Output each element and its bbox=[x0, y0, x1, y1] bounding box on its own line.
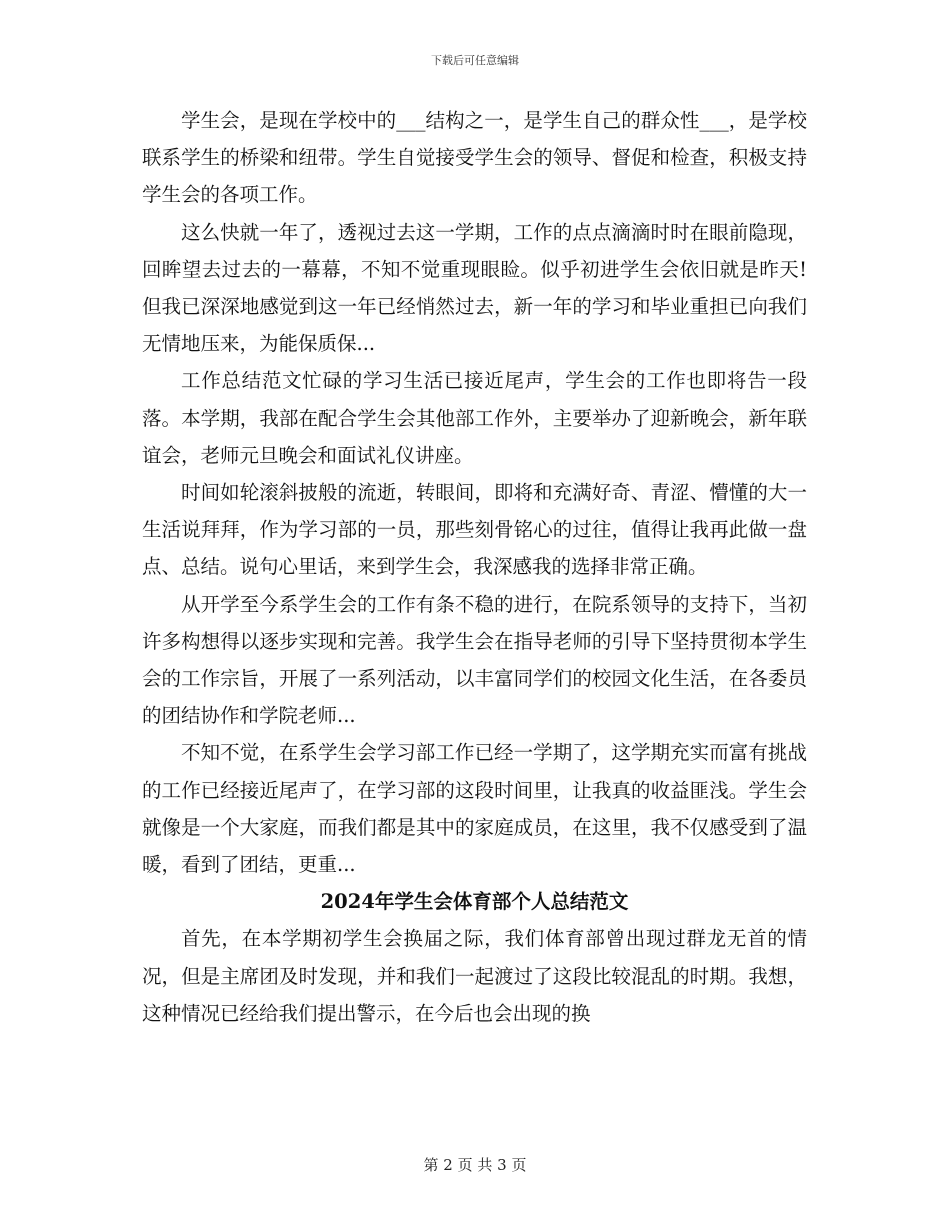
section-title: 2024年学生会体育部个人总结范文 bbox=[320, 890, 629, 914]
paragraph-2: 这么快就一年了，透视过去这一学期，工作的点点滴滴时时在眼前隐现，回眸望去过去的一幕幕，不知不觉重现眼睑。似乎初进学生会依旧就是昨天!但我已深深地感觉到这一年已经悄然过去，新一年的学习和毕业重担已向我们无情地压来，为能保质保... bbox=[142, 220, 807, 356]
paragraph-6: 不知不觉，在系学生会学习部工作已经一学期了，这学期充实而富有挑战的工作已经接近尾声了，在学习部的这段时间里，让我真的收益匪浅。学生会就像是一个大家庭，而我们都是其中的家庭成员，在这里，我不仅感受到了温暖，看到了团结，更重... bbox=[142, 741, 807, 877]
page-header: 下载后可任意编辑 bbox=[431, 54, 519, 67]
page-footer: 第 2 页 共 3 页 bbox=[423, 1156, 527, 1174]
paragraph-4: 时间如轮滚斜披般的流逝，转眼间，即将和充满好奇、青涩、懵懂的大一生活说拜拜，作为学习部的一员，那些刻骨铭心的过往，值得让我再此做一盘点、总结。说句心里话，来到学生会，我深感我的选择非常正确。 bbox=[142, 481, 807, 579]
paragraph-3: 工作总结范文忙碌的学习生活已接近尾声，学生会的工作也即将告一段落。本学期，我部在配合学生会其他部工作外，主要举办了迎新晚会，新年联谊会，老师元旦晚会和面试礼仪讲座。 bbox=[142, 369, 807, 467]
paragraph-5: 从开学至今系学生会的工作有条不稳的进行，在院系领导的支持下，当初许多构想得以逐步实现和完善。我学生会在指导老师的引导下坚持贯彻本学生会的工作宗旨，开展了一系列活动，以丰富同学们的校园文化生活，在各委员的团结协作和学院老师... bbox=[142, 592, 807, 728]
paragraph-1: 学生会，是现在学校中的___结构之一，是学生自己的群众性___，是学校联系学生的桥梁和纽带。学生自觉接受学生会的领导、督促和检查，积极支持学生会的各项工作。 bbox=[142, 109, 807, 207]
document-body bbox=[142, 102, 807, 1032]
section-paragraph-1: 首先，在本学期初学生会换届之际，我们体育部曾出现过群龙无首的情况，但是主席团及时发现，并和我们一起渡过了这段比较混乱的时期。我想，这种情况已经给我们提出警示，在今后也会出现的换 bbox=[142, 927, 807, 1025]
